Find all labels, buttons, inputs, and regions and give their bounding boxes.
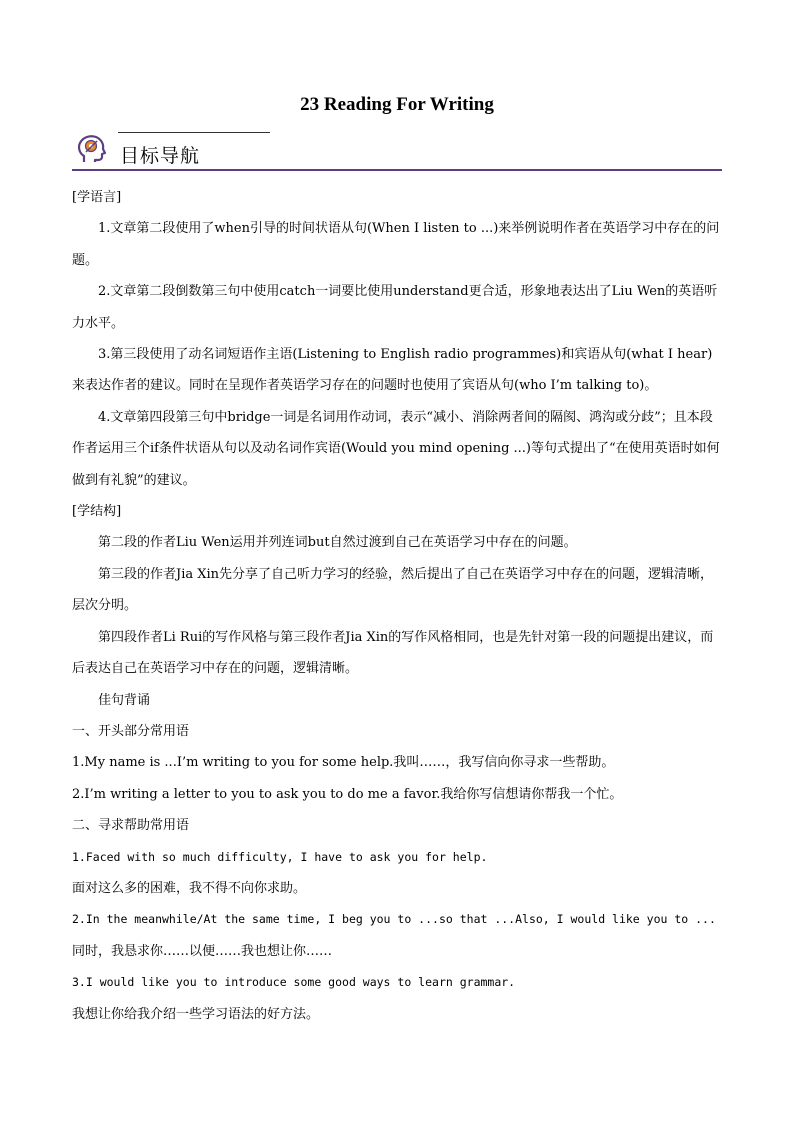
paragraph: 2.文章第二段倒数第三句中使用catch一词要比使用understand更合适，形象地表达出了Liu Wen的英语听力水平。	[72, 284, 718, 331]
sentence-item: 1.Faced with so much difficulty, I have to ask you for help.	[72, 849, 488, 864]
subheading-opening-phrases: 一、开头部分常用语	[72, 723, 190, 739]
sentence-translation: 同时，我恳求你……以便……我也想让你……	[72, 943, 333, 959]
body-text	[72, 182, 722, 1030]
sentence-item: 1.My name is ...I’m writing to you for some help.我叫……，我写信向你寻求一些帮助。	[72, 755, 615, 771]
sentence-item: 2.In the meanwhile/At the same time, I beg you to ...so that ...Also, I would like you to ...	[72, 912, 716, 927]
paragraph: 1.文章第二段使用了when引导的时间状语从句(When I listen to ...)来举例说明作者在英语学习中存在的问题。	[72, 221, 720, 268]
section-title: 目标导航	[120, 145, 201, 167]
paragraph: 第二段的作者Liu Wen运用并列连词but自然过渡到自己在英语学习中存在的问题。	[98, 535, 577, 551]
page-title: 23 Reading For Writing	[300, 94, 494, 115]
paragraph: 3.第三段使用了动名词短语作主语(Listening to English radio programmes)和宾语从句(what I hear)来表达作者的建议。同时在呈现作者英语学习存在的问题时也使用了宾语从句(who I’m talking to)。	[72, 347, 713, 394]
heading-learn-language: [学语言]	[72, 190, 122, 205]
heading-learn-structure: [学结构]	[72, 504, 122, 520]
header-top-rule	[118, 132, 270, 133]
paragraph: 4.文章第四段第三句中bridge一词是名词用作动词，表示“减小、消除两者间的隔阂、鸿沟或分歧”；且本段作者运用三个if条件状语从句以及动名词作宾语(Would you mind opening ...)等句式提出了“在使用英语时如何做到有礼貌”的建议。	[72, 409, 720, 488]
sentence-translation: 我想让你给我介绍一些学习语法的好方法。	[72, 1006, 320, 1022]
sentence-item: 2.I’m writing a letter to you to ask you to do me a favor.我给你写信想请你帮我一个忙。	[72, 786, 623, 802]
heading-good-sentences: 佳句背诵	[98, 692, 151, 708]
paragraph: 第四段作者Li Rui的写作风格与第三段作者Jia Xin的写作风格相同，也是先针对第一段的问题提出建议，而后表达自己在英语学习中存在的问题，逻辑清晰。	[72, 629, 714, 677]
section-header	[72, 128, 722, 172]
paragraph: 第三段的作者Jia Xin先分享了自己听力学习的经验，然后提出了自己在英语学习中存在的问题，逻辑清晰，层次分明。	[72, 566, 714, 614]
subheading-asking-help-phrases: 二、寻求帮助常用语	[72, 818, 190, 834]
sentence-item: 3.I would like you to introduce some good ways to learn grammar.	[72, 975, 516, 990]
sentence-translation: 面对这么多的困难，我不得不向你求助。	[72, 880, 307, 896]
header-bottom-rule	[72, 169, 722, 171]
head-gears-icon	[74, 132, 108, 166]
